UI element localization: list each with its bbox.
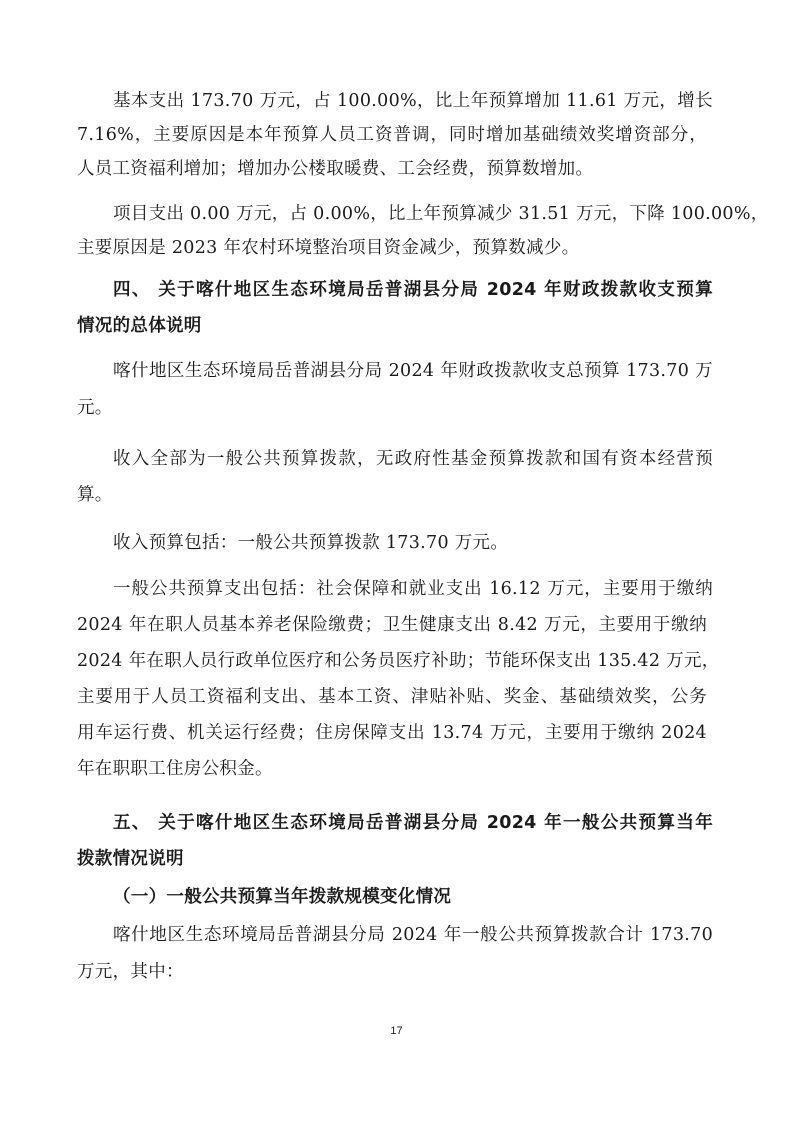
page-number: 17: [390, 1025, 403, 1037]
paragraph-line: 主要原因是 2023 年农村环境整治项目资金减少，预算数减少。: [77, 238, 580, 258]
section-heading: 五、 关于喀什地区生态环境局岳普湖县分局 2024 年一般公共预算当年: [113, 813, 713, 833]
paragraph-line: 喀什地区生态环境局岳普湖县分局 2024 年财政拨款收支总预算 173.70 万: [113, 361, 713, 381]
paragraph-line: 人员工资福利增加；增加办公楼取暖费、工会经费，预算数增加。: [77, 159, 594, 179]
section-heading: 情况的总体说明: [77, 316, 202, 336]
paragraph-line: 用车运行费、机关运行经费；住房保障支出 13.74 万元，主要用于缴纳 2024: [77, 723, 707, 743]
paragraph-line: 年在职职工住房公积金。: [77, 759, 273, 779]
paragraph-line: 元。: [77, 398, 113, 418]
paragraph-line: 收入预算包括：一般公共预算拨款 173.70 万元。: [113, 533, 509, 553]
paragraph-line: 主要用于人员工资福利支出、基本工资、津贴补贴、奖金、基础绩效奖，公务: [77, 687, 707, 707]
paragraph-line: 2024 年在职人员行政单位医疗和公务员医疗补助；节能环保支出 135.42 万元，: [77, 651, 720, 671]
paragraph-line: 收入全部为一般公共预算拨款，无政府性基金预算拨款和国有资本经营预: [113, 449, 713, 469]
paragraph-line: 万元，其中：: [77, 962, 184, 982]
paragraph-line: 喀什地区生态环境局岳普湖县分局 2024 年一般公共预算拨款合计 173.70: [113, 925, 713, 945]
paragraph-line: 基本支出 173.70 万元，占 100.00%，比上年预算增加 11.61 万元，增长: [113, 91, 713, 111]
paragraph-line: 项目支出 0.00 万元，占 0.00%，比上年预算减少 31.51 万元，下降 100.00%，: [113, 204, 769, 224]
paragraph-line: 2024 年在职人员基本养老保险缴费；卫生健康支出 8.42 万元，主要用于缴纳: [77, 615, 707, 635]
section-heading: 四、 关于喀什地区生态环境局岳普湖县分局 2024 年财政拨款收支预算: [113, 280, 713, 300]
paragraph-line: 算。: [77, 485, 113, 505]
subsection-heading: （一）一般公共预算当年拨款规模变化情况: [113, 887, 452, 907]
section-heading: 拨款情况说明: [77, 849, 184, 869]
paragraph-line: 7.16%，主要原因是本年预算人员工资普调，同时增加基础绩效奖增资部分，: [77, 125, 707, 145]
paragraph-line: 一般公共预算支出包括：社会保障和就业支出 16.12 万元，主要用于缴纳: [113, 579, 713, 599]
